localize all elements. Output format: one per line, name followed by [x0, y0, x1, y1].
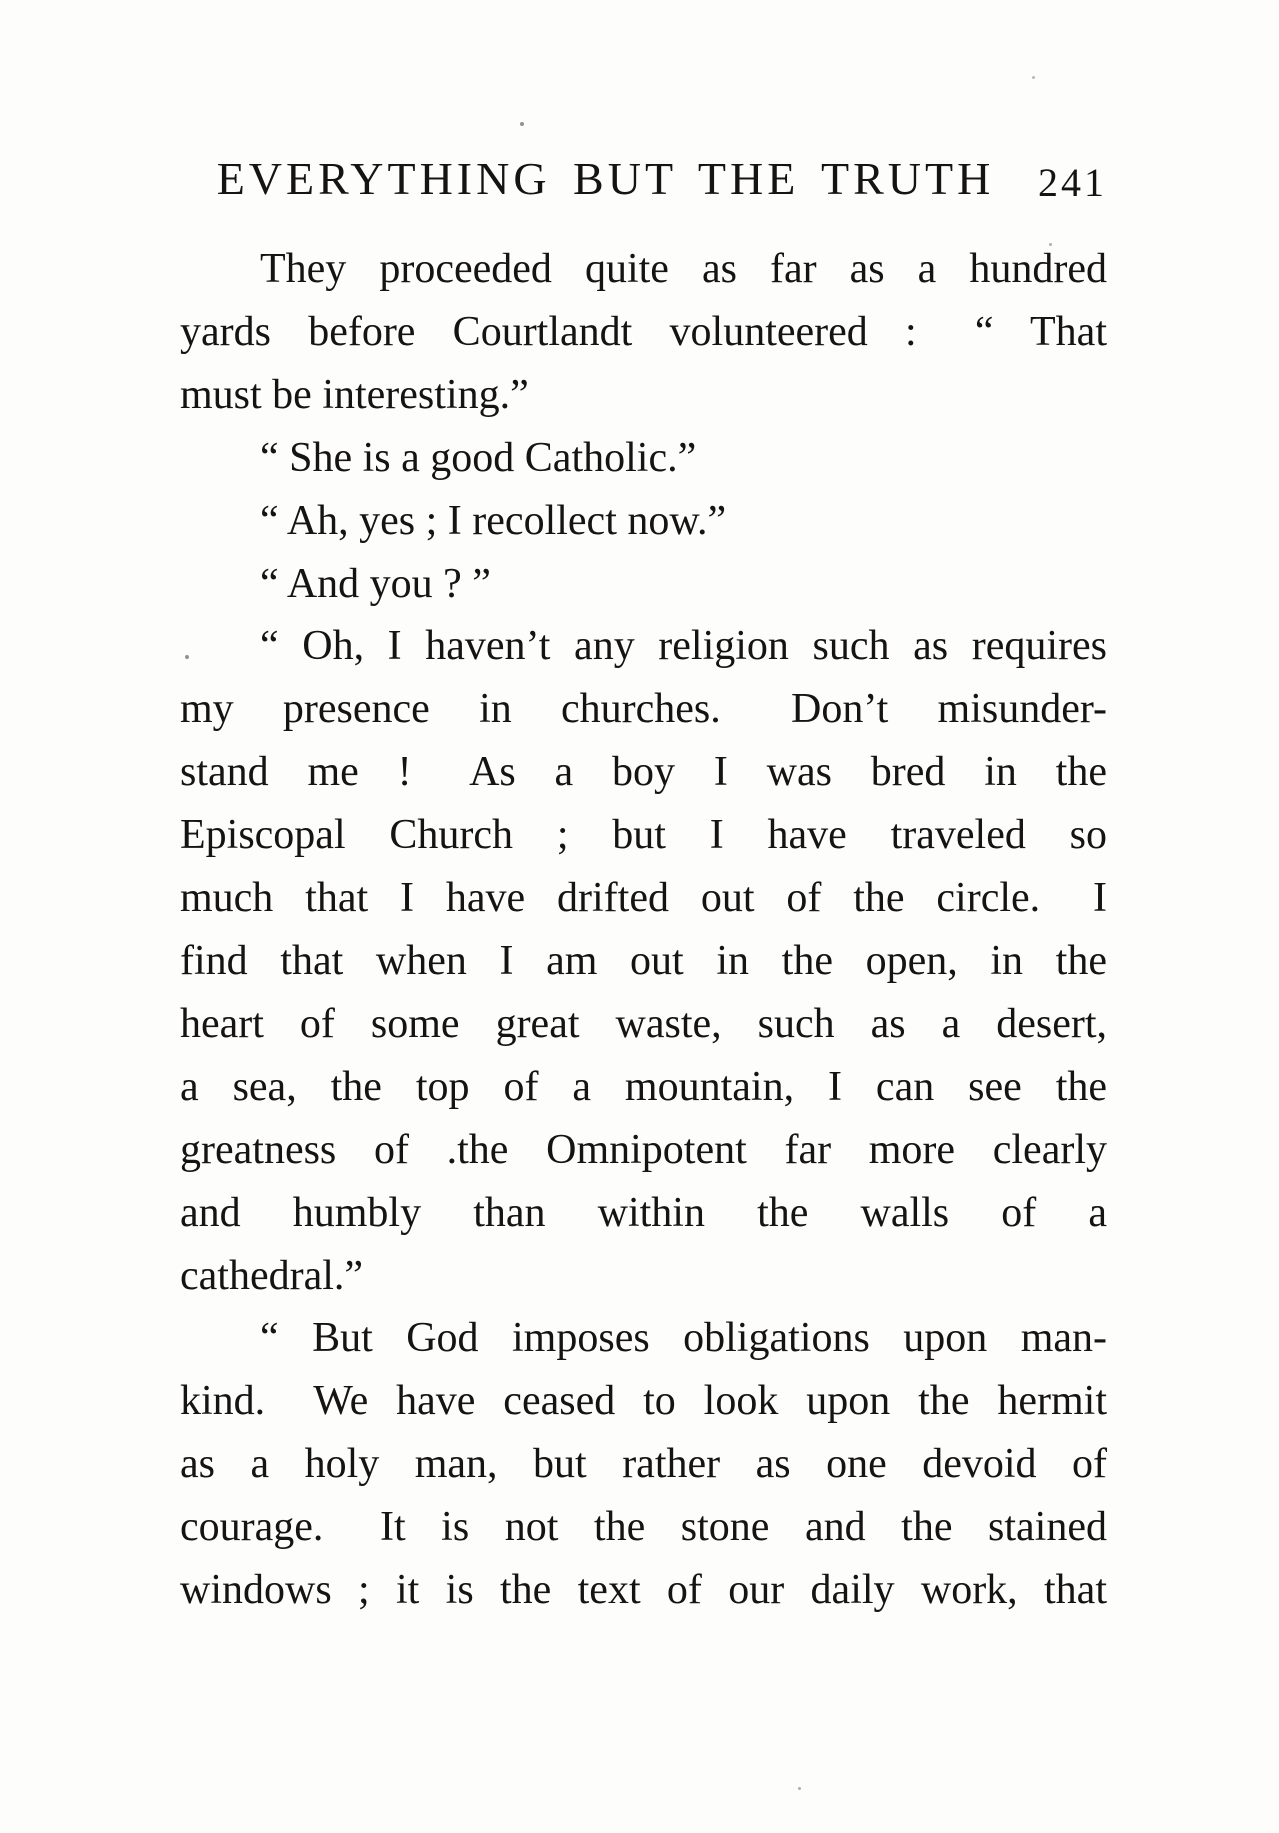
text-line: They proceeded quite as far as a hundred — [260, 246, 1107, 292]
text-line: greatness of .the Omnipotent far more clearly — [180, 1126, 1107, 1173]
running-header — [180, 153, 1107, 205]
text-line: much that I have drifted out of the circle. I — [180, 875, 1107, 922]
text-line: “ But God imposes obligations upon man- — [260, 1315, 1107, 1362]
text-line: courage. It is not the stone and the stained — [180, 1504, 1107, 1551]
text-line: “ Oh, I haven’t any religion such as requires — [260, 623, 1107, 670]
text-line: find that when I am out in the open, in the — [180, 937, 1107, 984]
page-title: EVERYTHING BUT THE TRUTH — [216, 153, 995, 204]
scan-speck — [185, 655, 189, 659]
text-line: stand me ! As a boy I was bred in the — [180, 749, 1107, 796]
scan-speck — [1049, 243, 1052, 246]
body-text — [180, 238, 1107, 1622]
text-line: windows ; it is the text of our daily work, that — [180, 1567, 1107, 1614]
text-line: “ Ah, yes ; I recollect now.” — [260, 497, 727, 544]
text-line: Episcopal Church ; but I have traveled so — [180, 812, 1107, 859]
text-line: a sea, the top of a mountain, I can see the — [180, 1063, 1107, 1110]
text-line: heart of some great waste, such as a desert, — [180, 1000, 1107, 1047]
text-line: cathedral.” — [180, 1252, 364, 1299]
scan-speck — [1032, 76, 1035, 79]
scan-speck — [798, 1787, 801, 1790]
text-line: as a holy man, but rather as one devoid of — [180, 1441, 1107, 1488]
page-number: 241 — [1038, 160, 1107, 205]
scan-speck — [520, 122, 524, 126]
text-line: my presence in churches. Don’t misunder- — [180, 686, 1107, 733]
text-line: yards before Courtlandt volunteered : “ That — [180, 308, 1107, 355]
text-line: and humbly than within the walls of a — [180, 1189, 1107, 1236]
text-line: “ She is a good Catholic.” — [260, 434, 697, 481]
text-line: must be interesting.” — [180, 371, 529, 418]
text-line: kind. We have ceased to look upon the hermit — [180, 1378, 1107, 1425]
text-line: “ And you ? ” — [260, 560, 491, 607]
